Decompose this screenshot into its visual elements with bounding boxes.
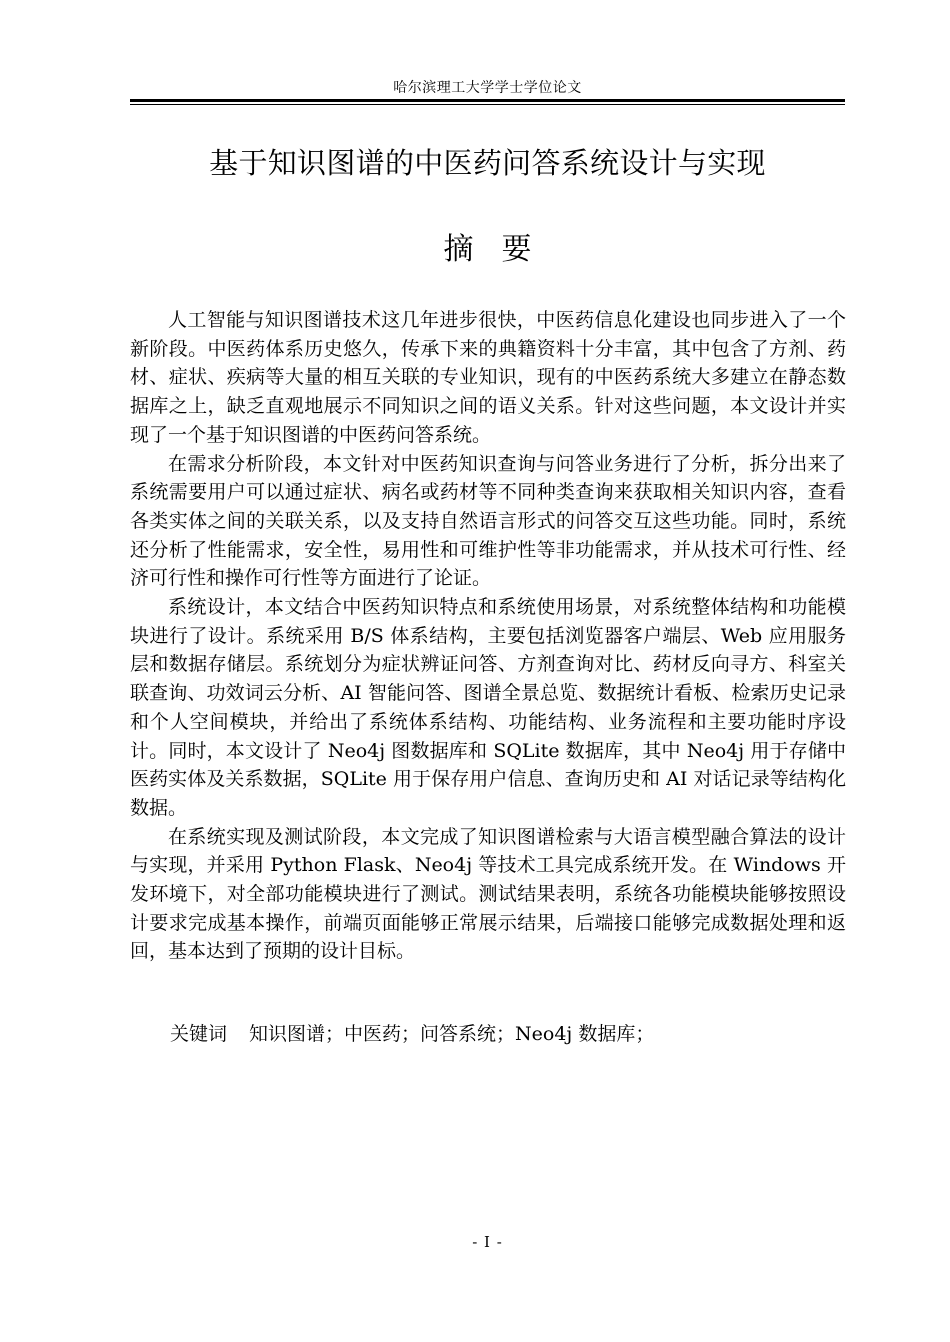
keywords-label: 关键词 (170, 1023, 228, 1045)
keywords-line (130, 1020, 846, 1048)
header-rule-thin (130, 104, 845, 105)
abstract-paragraph-2: 在需求分析阶段，本文针对中医药知识查询与问答业务进行了分析，拆分出来了系统需要用户可以通过症状、病名或药材等不同种类查询来获取相关知识内容，查看各类实体之间的关联关系，以及支持自然语言形式的问答交互这些功能。同时，系统还分析了性能需求，安全性，易用性和可维护性等非功能需求，并从技术可行性、经济可行性和操作可行性等方面进行了论证。 (130, 452, 846, 590)
document-title: 基于知识图谱的中医药问答系统设计与实现 (209, 146, 766, 180)
abstract-heading: 摘要 (443, 232, 560, 267)
keywords-list: 知识图谱；中医药；问答系统；Neo4j 数据库； (249, 1023, 655, 1045)
abstract-paragraph-3: 系统设计，本文结合中医药知识特点和系统使用场景，对系统整体结构和功能模块进行了设计。系统采用 B/S 体系结构，主要包括浏览器客户端层、Web 应用服务层和数据存储层。系统划分为症状辨证问答、方剂查询对比、药材反向寻方、科室关联查询、功效词云分析、AI 智能问答、图谱全景总览、数据统计看板、检索历史记录和个人空间模块，并给出了系统体系结构、功能结构、业务流程和主要功能时序设计。同时，本文设计了 Neo4j 图数据库和 SQLite 数据库，其中 Neo4j 用于存储中医药实体及关系数据，SQLite 用于保存用户信息、查询历史和 AI 对话记录等结构化数据。 (130, 596, 846, 819)
abstract-body (130, 306, 846, 966)
running-header: 哈尔滨理工大学学士学位论文 (393, 80, 582, 96)
abstract-paragraph-1: 人工智能与知识图谱技术这几年进步很快，中医药信息化建设也同步进入了一个新阶段。中医药体系历史悠久，传承下来的典籍资料十分丰富，其中包含了方剂、药材、症状、疾病等大量的相互关联的专业知识，现有的中医药系统大多建立在静态数据库之上，缺乏直观地展示不同知识之间的语义关系。针对这些问题，本文设计并实现了一个基于知识图谱的中医药问答系统。 (130, 309, 846, 446)
header-rule (130, 99, 845, 102)
page-number: - I - (472, 1233, 503, 1251)
abstract-paragraph-4: 在系统实现及测试阶段，本文完成了知识图谱检索与大语言模型融合算法的设计与实现，并采用 Python Flask、Neo4j 等技术工具完成系统开发。在 Windows 开发环境下，对全部功能模块进行了测试。测试结果表明，系统各功能模块能够按照设计要求完成基本操作，前端页面能够正常展示结果，后端接口能够完成数据处理和返回，基本达到了预期的设计目标。 (130, 825, 846, 963)
